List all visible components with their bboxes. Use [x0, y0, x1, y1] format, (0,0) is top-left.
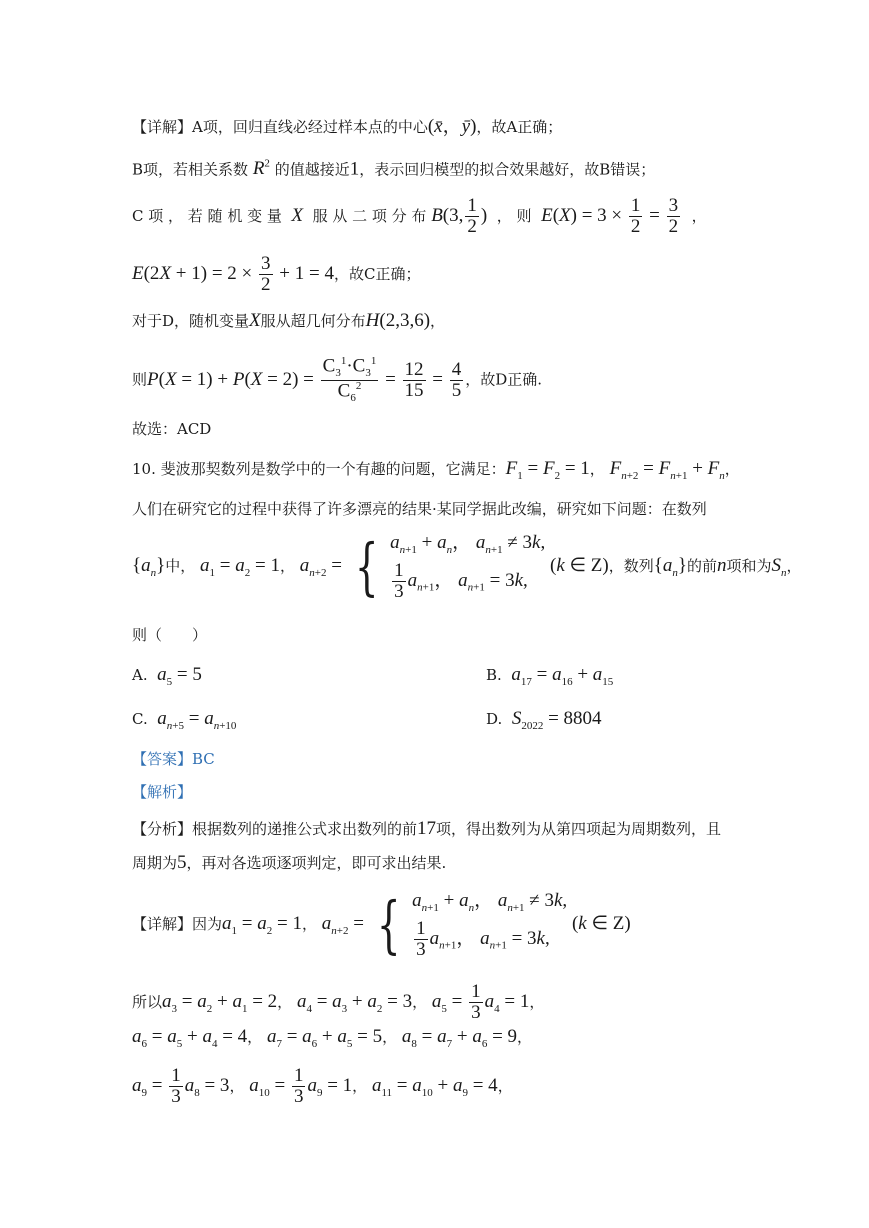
answer-line: 【答案】BC	[132, 750, 215, 768]
analysis-line2: 周期为5，再对各选项逐项判定，即可求出结果.	[132, 852, 447, 873]
option-b: B. $a_{17} = a_{16} + a_{15}$	[486, 664, 614, 688]
detail2-line: 【详解】因为$a_1 = a_2 = 1$， $a_{n+2}$ = { $a_{n+1} + a_n$， $a_{n+1} \ne 3k$, $\frac{1}{3}$ $a_{n+1}$， $a_{n+1} = 3k$, (k ∈ Z)	[132, 887, 631, 961]
detail-b-line: B项，若相关系数 $R^2$ 的值越接近1，表示回归模型的拟合效果越好，故B错误；	[132, 158, 656, 180]
option-c: C. $a_{n+5} = a_{n+10}$	[132, 708, 237, 732]
analysis-title: 【解析】	[132, 783, 193, 801]
so-line1: 所以$a_3 = a_2 + a_1 = 2$， $a_4 = a_3 + a_2 = 3$， $a_5$ = $\frac{1}{3}$ $a_4 = 1$，	[132, 981, 545, 1023]
option-a: A. $a_5 = 5$	[132, 664, 202, 688]
detail-d2-line: 则P(X = 1) + P(X = 2) = $\frac{C_3^1\cdot C_3^1}{C_6^2}$ = $\frac{12}{15}$ = $\frac{4}{5}$ ，故D正确.	[132, 355, 543, 404]
q10-line2: 人们在研究它的过程中获得了许多漂亮的结果·某同学据此改编，研究如下问题：在数列	[132, 500, 707, 518]
q10-line3: $\{a_n\}$中， $a_1 = a_2 = 1$， $a_{n+2}$ = { $a_{n+1} + a_n$， $a_{n+1} \ne 3k$, $\frac{1}{3}$ $a_{n+1}$， $a_{n+1} = 3k$, (k ∈ Z)，数列$\{a_n\}$的前n项和为$S_n$，	[132, 529, 802, 603]
so-line2: $a_6 = a_5 + a_4 = 4$， $a_7 = a_6 + a_5 = 5$， $a_8 = a_7 + a_6 = 9$，	[132, 1026, 533, 1050]
q10-line4: 则（ ）	[132, 626, 208, 644]
detail-a-line: 【详解】A项，回归直线必经过样本点的中心(x̄，ȳ)，故A正确；	[132, 116, 563, 137]
choose-line: 故选：ACD	[132, 420, 212, 438]
detail-c-line: C 项 ， 若 随 机 变 量 X 服 从 二 项 分 布 B(3, $\frac{1}{2}$ ) ， 则 E(X) = 3 × $\frac{1}{2}$ = $\frac{3}{2}$ ，	[132, 195, 707, 237]
q10-line1: 10. 斐波那契数列是数学中的一个有趣的问题，它满足：$F_1 = F_2 = 1$， $F_{n+2} = F_{n+1} + F_n$，	[132, 458, 740, 482]
detail-c2-line: E(2X + 1) = 2 × $\frac{3}{2}$ + 1 = 4，故C正确；	[132, 253, 421, 295]
detail-d-line: 对于D，随机变量X服从超几何分布H(2,3,6)，	[132, 310, 446, 331]
analysis-line1: 【分析】根据数列的递推公式求出数列的前17项，得出数列为从第四项起为周期数列，且	[132, 818, 722, 839]
so-line3: $a_9$ = $\frac{1}{3}$ $a_8 = 3$， $a_{10}$ = $\frac{1}{3}$ $a_9 = 1$， $a_{11} = a_{10} + a_9 = 4$，	[132, 1065, 513, 1107]
option-d: D. $S_{2022} = 8804$	[486, 708, 602, 732]
